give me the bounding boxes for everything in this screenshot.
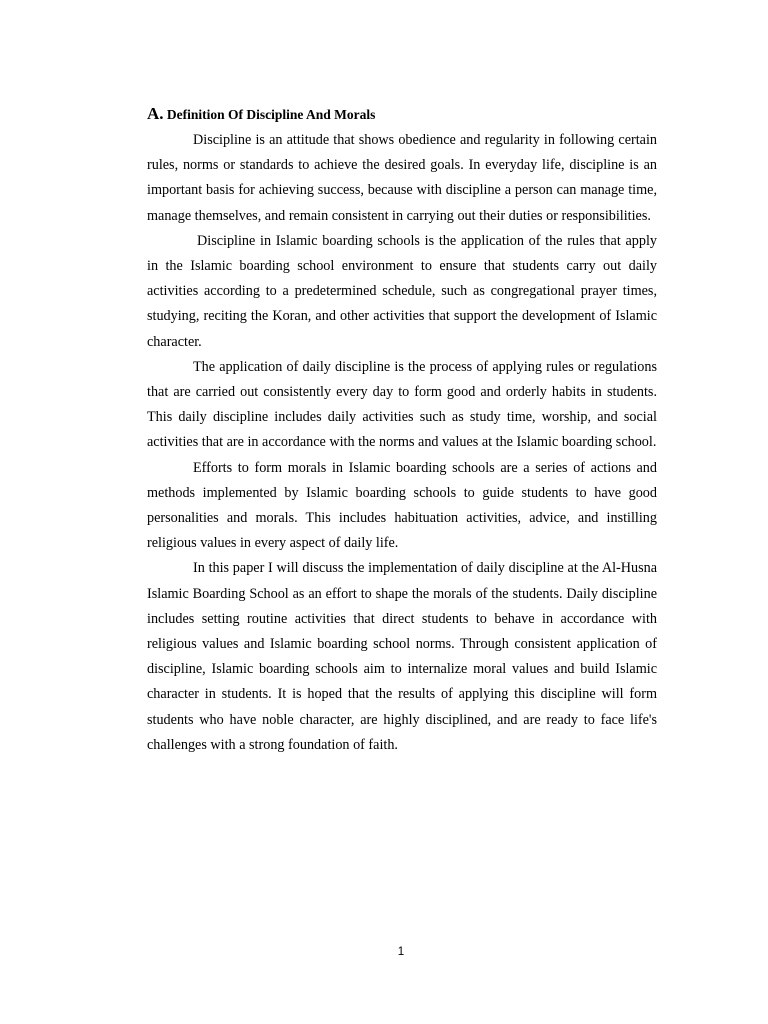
paragraph-5: In this paper I will discuss the implementation of daily discipline at the Al-Husna Islamic Boarding School as an effort to shape the morals of the students. Daily discipline includes setting routine activities that direct students to behave in accordance with religious values and Islamic boarding school norms. Through consistent application of discipline, Islamic boarding schools aim to internalize moral values and build Islamic character in students. It is hoped that the results of applying this discipline will form students who have noble character, are highly disciplined, and are ready to face life's challenges with a strong foundation of faith. <box>147 560 657 753</box>
page-number: 1 <box>397 946 405 958</box>
paragraph-1: Discipline is an attitude that shows obedience and regularity in following certain rules, norms or standards to achieve the desired goals. In everyday life, discipline is an important basis for achieving success, because with discipline a person can manage time, manage themselves, and remain consistent in carrying out their duties or responsibilities. <box>147 132 657 224</box>
paragraph-2: Discipline in Islamic boarding schools is the application of the rules that apply in the Islamic boarding school environment to ensure that students carry out daily activities according to a predetermined schedule, such as congregational prayer times, studying, reciting the Koran, and other activities that support the development of Islamic character. <box>147 232 657 350</box>
paragraph-3: The application of daily discipline is the process of applying rules or regulations that are carried out consistently every day to form good and orderly habits in students. This daily discipline includes daily activities such as study time, worship, and social activities that are in accordance with the norms and values at the Islamic boarding school. <box>147 358 657 451</box>
section-title: Definition Of Discipline And Morals <box>166 107 376 122</box>
document-body <box>147 103 657 758</box>
section-letter: A. <box>147 104 164 123</box>
section-heading <box>147 103 657 126</box>
paragraph-4: Efforts to form morals in Islamic boarding schools are a series of actions and methods implemented by Islamic boarding schools to guide students to have good personalities and morals. This includes habituation activities, advice, and instilling religious values in every aspect of daily life. <box>147 459 657 552</box>
